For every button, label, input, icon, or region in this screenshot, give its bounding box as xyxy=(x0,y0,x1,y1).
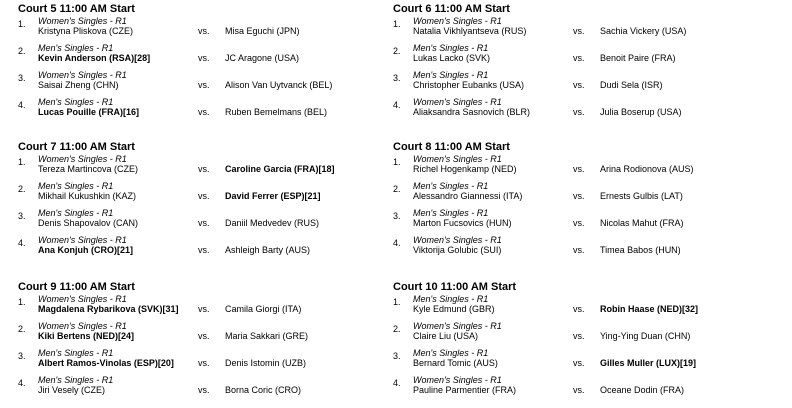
match-row xyxy=(18,16,388,43)
match-event: Women's Singles - R1 xyxy=(413,235,502,245)
match-event: Men's Singles - R1 xyxy=(38,208,114,218)
player-two: Ying-Ying Duan (CHN) xyxy=(600,331,691,341)
match-row xyxy=(393,294,763,321)
player-one: Kiki Bertens (NED)[24] xyxy=(38,331,135,341)
match-event: Women's Singles - R1 xyxy=(413,154,502,164)
match-row xyxy=(393,235,763,262)
match-number: 4. xyxy=(393,238,401,248)
player-one: Aliaksandra Sasnovich (BLR) xyxy=(413,107,531,117)
player-one: Christopher Eubanks (USA) xyxy=(413,80,525,90)
match-row xyxy=(18,97,388,124)
match-number: 4. xyxy=(18,100,26,110)
versus-label: vs. xyxy=(198,385,210,395)
match-number: 3. xyxy=(393,211,401,221)
versus-label: vs. xyxy=(198,245,210,255)
player-two: Robin Haase (NED)[32] xyxy=(600,304,699,314)
player-one: Denis Shapovalov (CAN) xyxy=(38,218,139,228)
court-10-block xyxy=(393,281,763,402)
match-event: Women's Singles - R1 xyxy=(38,154,127,164)
player-one: Ana Konjuh (CRO)[21] xyxy=(38,245,133,255)
versus-label: vs. xyxy=(573,164,585,174)
player-two: Nicolas Mahut (FRA) xyxy=(600,218,684,228)
match-number: 3. xyxy=(18,73,26,83)
player-two: Borna Coric (CRO) xyxy=(225,385,302,395)
player-one: Kyle Edmund (GBR) xyxy=(413,304,495,314)
player-two: Ruben Bemelmans (BEL) xyxy=(225,107,328,117)
versus-label: vs. xyxy=(573,80,585,90)
player-two: Julia Boserup (USA) xyxy=(600,107,682,117)
match-event: Women's Singles - R1 xyxy=(413,97,502,107)
match-number: 1. xyxy=(18,157,26,167)
versus-label: vs. xyxy=(573,218,585,228)
player-two: Benoit Paire (FRA) xyxy=(600,53,676,63)
court-7-block xyxy=(18,141,388,262)
match-row xyxy=(393,70,763,97)
versus-label: vs. xyxy=(198,26,210,36)
player-one: Lucas Pouille (FRA)[16] xyxy=(38,107,140,117)
match-number: 4. xyxy=(18,378,26,388)
match-event: Men's Singles - R1 xyxy=(413,348,489,358)
court-8-block xyxy=(393,141,763,262)
match-row xyxy=(18,375,388,402)
player-one: Mikhail Kukushkin (KAZ) xyxy=(38,191,137,201)
match-number: 2. xyxy=(18,46,26,56)
court-9-block xyxy=(18,281,388,402)
versus-label: vs. xyxy=(573,26,585,36)
player-two: Dudi Sela (ISR) xyxy=(600,80,663,90)
player-one: Kristyna Pliskova (CZE) xyxy=(38,26,134,36)
court-title: Court 6 11:00 AM Start xyxy=(393,3,510,15)
versus-label: vs. xyxy=(573,304,585,314)
court-title: Court 5 11:00 AM Start xyxy=(18,3,135,15)
player-two: Misa Eguchi (JPN) xyxy=(225,26,300,36)
match-row xyxy=(18,321,388,348)
player-one: Tereza Martincova (CZE) xyxy=(38,164,139,174)
court-title: Court 8 11:00 AM Start xyxy=(393,141,510,153)
match-row xyxy=(18,235,388,262)
match-number: 4. xyxy=(18,238,26,248)
versus-label: vs. xyxy=(573,107,585,117)
player-two: Alison Van Uytvanck (BEL) xyxy=(225,80,333,90)
versus-label: vs. xyxy=(573,245,585,255)
player-one: Saisai Zheng (CHN) xyxy=(38,80,119,90)
player-one: Lukas Lacko (SVK) xyxy=(413,53,491,63)
versus-label: vs. xyxy=(573,385,585,395)
versus-label: vs. xyxy=(198,304,210,314)
match-event: Men's Singles - R1 xyxy=(38,348,114,358)
player-two: Camila Giorgi (ITA) xyxy=(225,304,302,314)
match-row xyxy=(393,43,763,70)
match-row xyxy=(393,375,763,402)
match-number: 1. xyxy=(18,19,26,29)
match-row xyxy=(393,16,763,43)
match-row xyxy=(393,97,763,124)
match-event: Men's Singles - R1 xyxy=(38,375,114,385)
court-5-block xyxy=(18,3,388,124)
versus-label: vs. xyxy=(198,331,210,341)
match-event: Women's Singles - R1 xyxy=(38,294,127,304)
match-event: Women's Singles - R1 xyxy=(38,321,127,331)
match-number: 1. xyxy=(393,297,401,307)
match-row xyxy=(18,154,388,181)
court-6-block xyxy=(393,3,763,124)
match-event: Women's Singles - R1 xyxy=(38,70,127,80)
match-row xyxy=(18,208,388,235)
player-two: Arina Rodionova (AUS) xyxy=(600,164,694,174)
match-row xyxy=(393,154,763,181)
match-number: 1. xyxy=(393,157,401,167)
match-event: Men's Singles - R1 xyxy=(413,43,489,53)
versus-label: vs. xyxy=(198,191,210,201)
match-event: Women's Singles - R1 xyxy=(38,235,127,245)
player-one: Richel Hogenkamp (NED) xyxy=(413,164,517,174)
match-row xyxy=(18,181,388,208)
match-event: Men's Singles - R1 xyxy=(413,208,489,218)
match-number: 3. xyxy=(393,351,401,361)
player-two: Denis Istomin (UZB) xyxy=(225,358,307,368)
court-title: Court 7 11:00 AM Start xyxy=(18,141,135,153)
court-title: Court 10 11:00 AM Start xyxy=(393,281,517,293)
match-number: 3. xyxy=(393,73,401,83)
match-number: 3. xyxy=(18,351,26,361)
match-event: Men's Singles - R1 xyxy=(413,181,489,191)
versus-label: vs. xyxy=(573,53,585,63)
player-one: Albert Ramos-Vinolas (ESP)[20] xyxy=(38,358,174,368)
player-two: Caroline Garcia (FRA)[18] xyxy=(225,164,335,174)
match-event: Women's Singles - R1 xyxy=(38,16,127,26)
versus-label: vs. xyxy=(573,358,585,368)
match-number: 4. xyxy=(393,378,401,388)
match-event: Men's Singles - R1 xyxy=(38,97,114,107)
player-two: Daniil Medvedev (RUS) xyxy=(225,218,320,228)
match-row xyxy=(393,208,763,235)
versus-label: vs. xyxy=(198,80,210,90)
match-row xyxy=(18,294,388,321)
court-title: Court 9 11:00 AM Start xyxy=(18,281,135,293)
versus-label: vs. xyxy=(198,218,210,228)
versus-label: vs. xyxy=(573,191,585,201)
match-number: 1. xyxy=(393,19,401,29)
match-event: Women's Singles - R1 xyxy=(413,321,502,331)
match-row xyxy=(393,321,763,348)
player-one: Pauline Parmentier (FRA) xyxy=(413,385,517,395)
match-event: Men's Singles - R1 xyxy=(38,43,114,53)
player-one: Marton Fucsovics (HUN) xyxy=(413,218,512,228)
match-event: Men's Singles - R1 xyxy=(38,181,114,191)
player-one: Claire Liu (USA) xyxy=(413,331,479,341)
player-two: David Ferrer (ESP)[21] xyxy=(225,191,321,201)
player-one: Natalia Vikhlyantseva (RUS) xyxy=(413,26,527,36)
match-number: 2. xyxy=(393,324,401,334)
match-row xyxy=(393,181,763,208)
match-number: 2. xyxy=(18,324,26,334)
player-one: Bernard Tomic (AUS) xyxy=(413,358,498,368)
player-two: Oceane Dodin (FRA) xyxy=(600,385,685,395)
player-two: JC Aragone (USA) xyxy=(225,53,300,63)
versus-label: vs. xyxy=(198,107,210,117)
player-two: Ashleigh Barty (AUS) xyxy=(225,245,311,255)
versus-label: vs. xyxy=(573,331,585,341)
match-number: 3. xyxy=(18,211,26,221)
versus-label: vs. xyxy=(198,358,210,368)
player-one: Jiri Vesely (CZE) xyxy=(38,385,106,395)
match-row xyxy=(18,43,388,70)
match-number: 4. xyxy=(393,100,401,110)
match-row xyxy=(18,348,388,375)
match-number: 2. xyxy=(18,184,26,194)
match-event: Women's Singles - R1 xyxy=(413,16,502,26)
player-two: Ernests Gulbis (LAT) xyxy=(600,191,683,201)
match-event: Men's Singles - R1 xyxy=(413,70,489,80)
match-number: 1. xyxy=(18,297,26,307)
player-two: Maria Sakkari (GRE) xyxy=(225,331,309,341)
match-event: Women's Singles - R1 xyxy=(413,375,502,385)
player-one: Viktorija Golubic (SUI) xyxy=(413,245,502,255)
match-row xyxy=(393,348,763,375)
player-two: Gilles Muller (LUX)[19] xyxy=(600,358,697,368)
versus-label: vs. xyxy=(198,53,210,63)
match-number: 2. xyxy=(393,184,401,194)
match-event: Men's Singles - R1 xyxy=(413,294,489,304)
player-one: Kevin Anderson (RSA)[28] xyxy=(38,53,151,63)
player-one: Magdalena Rybarikova (SVK)[31] xyxy=(38,304,179,314)
player-two: Timea Babos (HUN) xyxy=(600,245,681,255)
player-two: Sachia Vickery (USA) xyxy=(600,26,687,36)
versus-label: vs. xyxy=(198,164,210,174)
player-one: Alessandro Giannessi (ITA) xyxy=(413,191,523,201)
match-row xyxy=(18,70,388,97)
match-number: 2. xyxy=(393,46,401,56)
